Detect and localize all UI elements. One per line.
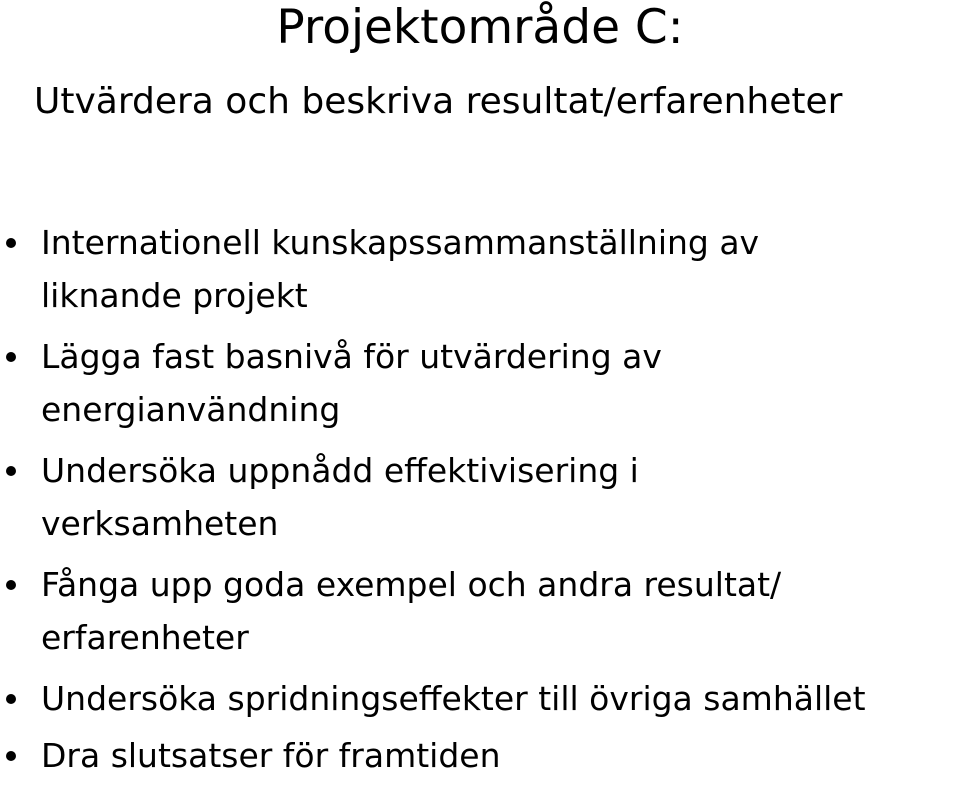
bullet-item bbox=[0, 729, 960, 782]
bullet-icon bbox=[6, 466, 16, 476]
bullet-text-line-2: liknande projekt bbox=[41, 276, 308, 315]
bullet-text-line-1: Dra slutsatser för framtiden bbox=[41, 736, 501, 775]
bullet-text-line-2: energianvändning bbox=[41, 390, 341, 429]
bullet-item bbox=[0, 444, 960, 550]
bullet-icon bbox=[6, 238, 16, 248]
bullet-item bbox=[0, 558, 960, 664]
bullet-icon bbox=[6, 580, 16, 590]
bullet-text-line-1: Undersöka uppnådd effektivisering i bbox=[41, 451, 639, 490]
bullet-text-line-1: Undersöka spridningseffekter till övriga samhället bbox=[41, 679, 866, 718]
bullet-text-line-1: Fånga upp goda exempel och andra resultat/ bbox=[41, 565, 782, 604]
bullet-item bbox=[0, 672, 960, 725]
bullet-text-line-1: Internationell kunskapssammanställning av bbox=[41, 223, 760, 262]
bullet-text-line-2: verksamheten bbox=[41, 504, 279, 543]
bullet-list bbox=[0, 216, 960, 786]
bullet-icon bbox=[6, 751, 16, 761]
bullet-item bbox=[0, 330, 960, 436]
bullet-text-line-2: erfarenheter bbox=[41, 618, 249, 657]
bullet-icon bbox=[6, 352, 16, 362]
bullet-icon bbox=[6, 694, 16, 704]
slide-subtitle: Utvärdera och beskriva resultat/erfarenheter bbox=[34, 81, 843, 122]
slide-title-text: Projektområde C: bbox=[276, 0, 684, 55]
bullet-text-line-1: Lägga fast basnivå för utvärdering av bbox=[41, 337, 662, 376]
bullet-item bbox=[0, 216, 960, 322]
slide-title bbox=[0, 0, 960, 56]
